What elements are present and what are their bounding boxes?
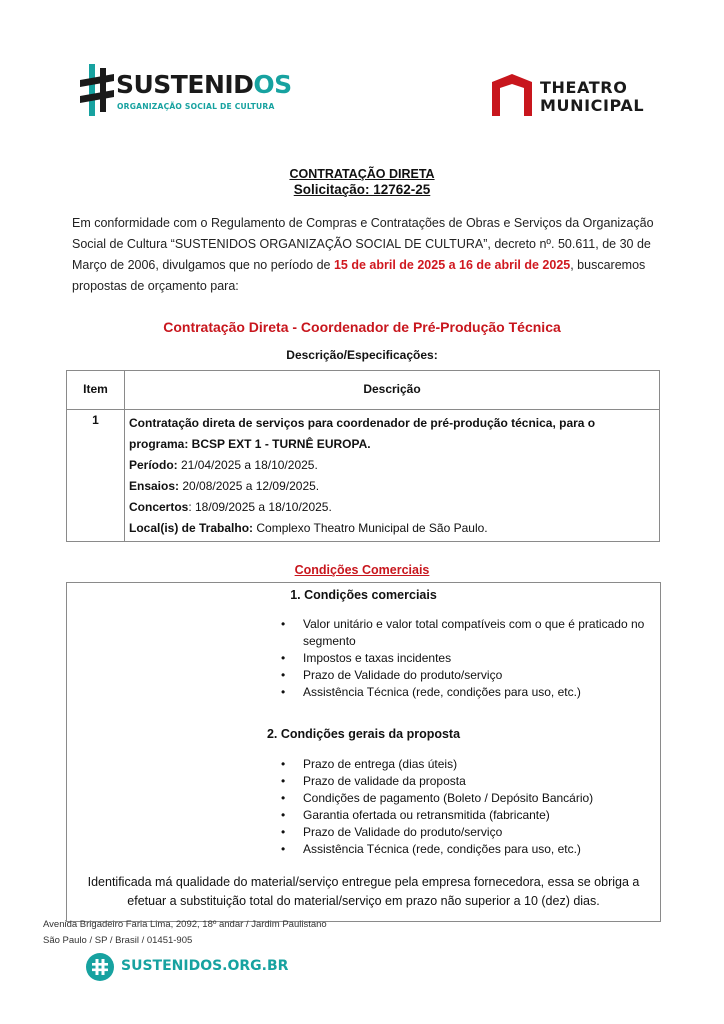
- brand-tagline: ORGANIZAÇÃO SOCIAL DE CULTURA: [117, 102, 275, 111]
- header-item: Item: [83, 382, 108, 396]
- row-summary: Contratação direta de serviços para coordenador de pré-produção técnica, para o programa: BCSP EXT 1 - TURNÊ EUROPA.: [129, 416, 596, 451]
- theatre-arch-icon: [490, 74, 534, 116]
- section-title: Contratação Direta - Coordenador de Pré-Produção Técnica: [163, 319, 561, 335]
- conditions-section2-list: [281, 756, 661, 858]
- conditions-box: [66, 582, 661, 922]
- list-item: • Prazo de validade da proposta: [281, 774, 466, 788]
- hash-circle-icon: [86, 953, 114, 981]
- intro-period: 15 de abril de 2025 a 16 de abril de 2025: [333, 258, 571, 272]
- row-concertos: Concertos: 18/09/2025 a 18/10/2025.: [129, 500, 332, 514]
- list-item: • Garantia ofertada ou retransmitida (fabricante): [281, 808, 550, 822]
- conditions-footnote: Identificada má qualidade do material/serviço entregue pela empresa fornecedora, essa se obriga a efetuar a substituição total do material/serviço em prazo não superior a 10 (dez) dias.: [87, 875, 640, 908]
- conditions-section1-heading: 1. Condições comerciais: [290, 588, 437, 602]
- theatro-municipal-logo: [490, 74, 660, 118]
- sustenidos-logo: [80, 64, 292, 118]
- footer-logo: [86, 953, 289, 983]
- row-periodo: Período: 21/04/2025 a 18/10/2025.: [129, 458, 318, 472]
- row-ensaios: Ensaios: 20/08/2025 a 12/09/2025.: [129, 479, 320, 493]
- header-description: Descrição: [363, 382, 421, 396]
- conditions-title: Condições Comerciais: [294, 563, 430, 577]
- list-item: • Assistência Técnica (rede, condições para uso, etc.): [281, 685, 581, 699]
- description-label: Descrição/Especificações:: [286, 348, 438, 362]
- address-line2: São Paulo / SP / Brasil / 01451-905: [43, 935, 193, 946]
- list-item: • Prazo de Validade do produto/serviço: [281, 825, 503, 839]
- theatre-name-line2: MUNICIPAL: [540, 96, 645, 115]
- list-item: • Valor unitário e valor total compatíveis com o que é praticado no segmento: [281, 617, 645, 648]
- list-item: • Prazo de Validade do produto/serviço: [281, 668, 503, 682]
- row-local: Local(is) de Trabalho: Complexo Theatro Municipal de São Paulo.: [129, 521, 488, 535]
- row-description: [129, 413, 651, 539]
- footer-url[interactable]: SUSTENIDOS.ORG.BR: [121, 958, 289, 974]
- conditions-section2-heading: 2. Condições gerais da proposta: [266, 727, 461, 741]
- doc-title: CONTRATAÇÃO DIRETA: [289, 167, 435, 181]
- specification-table: [66, 370, 660, 542]
- hash-logo-icon: [80, 64, 114, 116]
- list-item: • Prazo de entrega (dias úteis): [281, 757, 458, 771]
- table-divider: [124, 371, 125, 541]
- list-item: • Condições de pagamento (Boleto / Depósito Bancário): [281, 791, 594, 805]
- list-item: • Impostos e taxas incidentes: [281, 651, 452, 665]
- doc-subtitle: Solicitação: 12762-25: [293, 182, 431, 197]
- brand-wordmark: SUSTENIDOS: [116, 70, 292, 99]
- conditions-section1-list: [281, 616, 661, 701]
- theatre-name-line1: THEATRO: [540, 78, 628, 97]
- intro-paragraph: Em conformidade com o Regulamento de Compras e Contratações de Obras e Serviços da Organização Social de Cultura “SUSTENIDOS ORGANIZAÇÃO SOCIAL DE CULTURA”, decreto nº. 50.611, de 30 de Março de 2006, divulgamos que no período de 15 de abril de 2025 a 16 de abril de 2025, buscaremos propostas de orçamento para:: [72, 216, 654, 293]
- row-item-number: 1: [92, 413, 99, 427]
- list-item: • Assistência Técnica (rede, condições para uso, etc.): [281, 842, 581, 856]
- address-line1: Avenida Brigadeiro Faria Lima, 2092, 18º andar / Jardim Paulistano: [43, 919, 327, 930]
- table-divider: [67, 409, 659, 410]
